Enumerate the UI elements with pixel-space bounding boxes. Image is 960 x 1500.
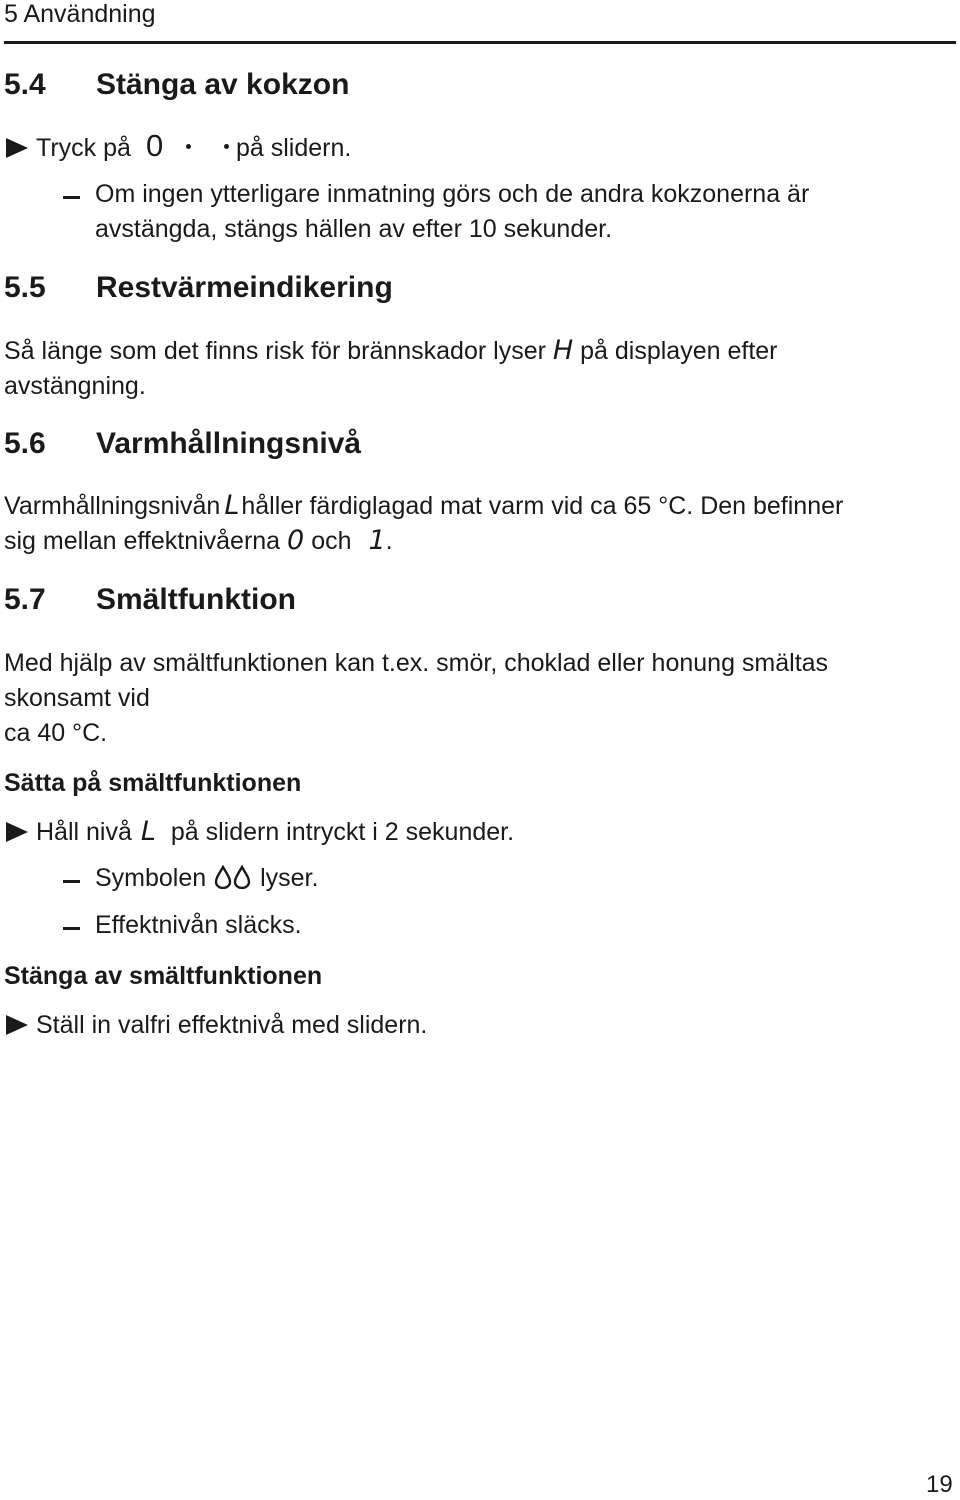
text: håller färdiglagad mat varm vid ca 65 °C. Den befinner (241, 492, 844, 520)
step-set-level (6, 1010, 427, 1040)
section-title: Smältfunktion (96, 583, 296, 616)
display-l-symbol: L (140, 816, 156, 847)
section-number: 5.4 (4, 68, 46, 101)
text: Varmhållningsnivån (4, 492, 221, 520)
section-number: 5.5 (4, 271, 46, 304)
turn-off-melt-heading: Stänga av smältfunktionen (4, 962, 323, 990)
keep-warm-line-1 (4, 491, 843, 521)
slider-dot-icon (224, 144, 229, 149)
step-text: på slidern intryckt i 2 sekunder. (170, 818, 515, 846)
text: Så länge som det finns risk för brännskador lyser (4, 337, 546, 365)
text: sig mellan effektnivåerna (4, 527, 281, 555)
display-one-symbol: 1 (368, 525, 386, 556)
section-title: Restvärmeindikering (96, 271, 393, 304)
step-text: Tryck på (36, 134, 131, 162)
keep-warm-line-2 (4, 526, 393, 556)
dash-bullet (63, 880, 80, 883)
arrow-right-icon (6, 138, 28, 158)
slider-zero-symbol: 0 (146, 128, 164, 163)
text: på displayen efter (580, 337, 778, 365)
result-symbol-lights (95, 863, 318, 893)
step-text: Håll nivå (36, 818, 132, 846)
section-number: 5.6 (4, 427, 46, 460)
turn-on-melt-heading: Sätta på smältfunktionen (4, 769, 302, 797)
melt-line-1: Med hjälp av smältfunktionen kan t.ex. smör, choklad eller honung smältas (4, 649, 829, 677)
display-h-symbol: H (552, 335, 574, 366)
dash-bullet (63, 927, 80, 930)
text: . (385, 527, 393, 555)
section-title: Varmhållningsnivå (96, 427, 362, 460)
arrow-right-icon (6, 1015, 28, 1035)
header-rule (4, 41, 956, 44)
step-text: Ställ in valfri effektnivå med slidern. (36, 1011, 428, 1039)
dash-bullet (63, 196, 80, 199)
note-line-1: Om ingen ytterligare inmatning görs och de andra kokzonerna är (95, 180, 810, 208)
residual-heat-line-2: avstängning. (4, 372, 146, 400)
text: lyser. (260, 864, 319, 892)
step-turn-off-zone (6, 133, 131, 163)
result-level-off: Effektnivån släcks. (95, 911, 302, 939)
page-number: 19 (926, 1471, 953, 1498)
display-l-symbol: L (224, 490, 240, 521)
display-zero-symbol: 0 (287, 525, 305, 556)
melt-line-2: skonsamt vid (4, 684, 150, 712)
note-line-2: avstängda, stängs hällen av efter 10 sekunder. (95, 215, 613, 243)
text: Symbolen (95, 864, 207, 892)
step-hold-level (6, 817, 514, 847)
step-text-post: på slidern. (236, 134, 352, 162)
section-title: Stänga av kokzon (96, 68, 350, 101)
arrow-right-icon (6, 822, 28, 842)
text: och (311, 527, 352, 555)
section-number: 5.7 (4, 583, 46, 616)
melt-drops-icon (213, 865, 253, 889)
slider-dot-icon (186, 144, 191, 149)
chapter-header: 5 Användning (4, 0, 156, 28)
melt-line-3: ca 40 °C. (4, 719, 108, 747)
residual-heat-line-1 (4, 336, 778, 366)
